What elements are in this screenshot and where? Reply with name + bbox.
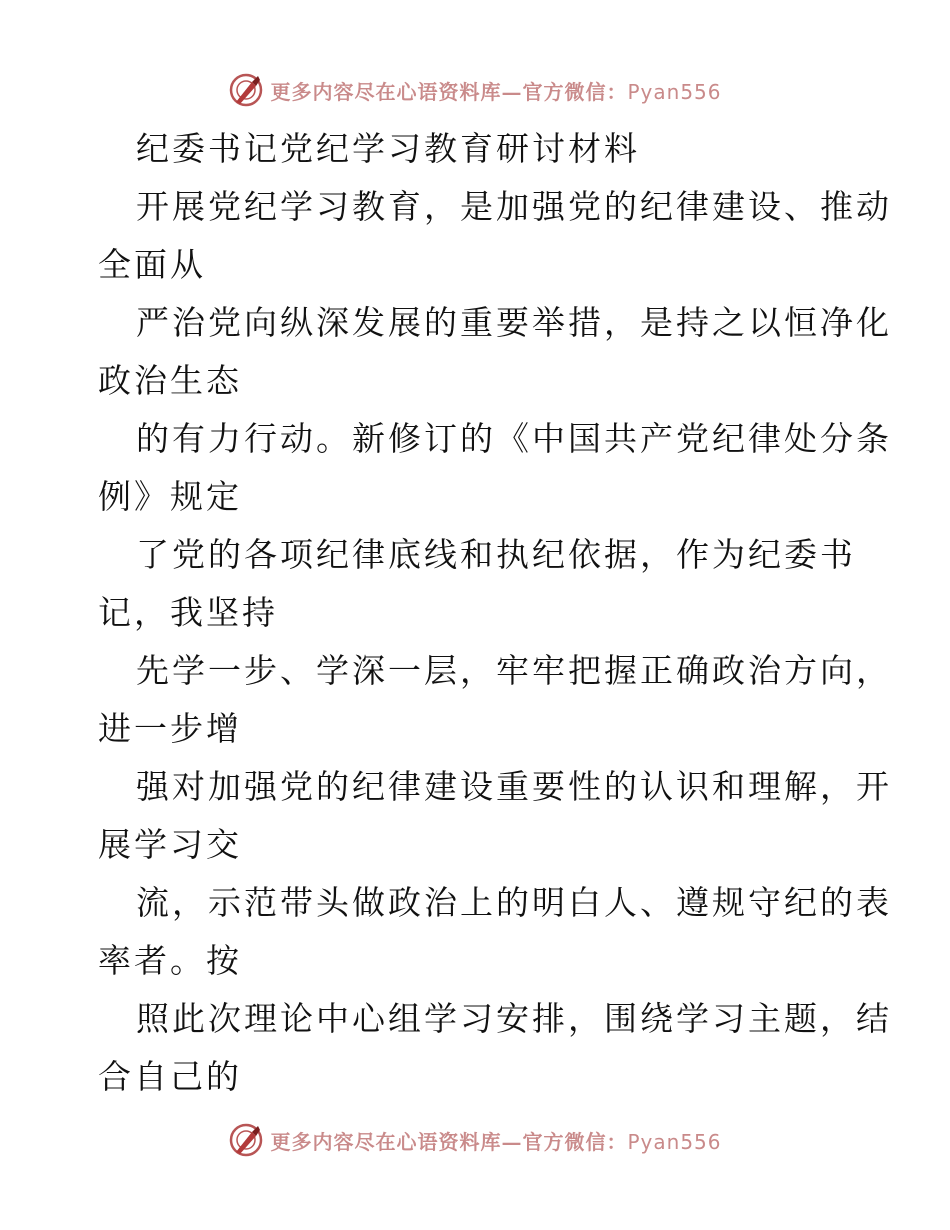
document-body: [98, 120, 892, 1106]
paragraph-line: 开展党纪学习教育，是加强党的纪律建设、推动 全面从: [98, 187, 892, 284]
watermark-text: 更多内容尽在心语资料库—官方微信：Pyan556: [270, 1129, 722, 1154]
footer-watermark: [0, 1120, 950, 1160]
pen-logo-icon: [228, 72, 264, 108]
document-title: 纪委书记党纪学习教育研讨材料: [136, 129, 640, 168]
paragraph-line: 的有力行动。新修订的《中国共产党纪律处分条 例》规定: [98, 419, 892, 516]
paragraph-line: 先学一步、学深一层，牢牢把握正确政治方向， 进一步增: [98, 651, 892, 748]
pen-logo-icon: [228, 1122, 264, 1158]
watermark-wechat-id: Pyan556: [627, 1129, 722, 1154]
watermark-text: 更多内容尽在心语资料库—官方微信：Pyan556: [270, 79, 722, 104]
paragraph-line: 严治党向纵深发展的重要举措，是持之以恒净化 政治生态: [98, 303, 892, 400]
header-watermark: [0, 70, 950, 110]
paragraph-line: 照此次理论中心组学习安排，围绕学习主题，结 合自己的: [98, 999, 892, 1096]
paragraph-line: 流，示范带头做政治上的明白人、遵规守纪的表 率者。按: [98, 883, 892, 980]
watermark-wechat-id: Pyan556: [627, 79, 722, 104]
paragraph-line: 了党的各项纪律底线和执纪依据，作为纪委书 记，我坚持: [98, 535, 856, 632]
paragraph-line: 强对加强党的纪律建设重要性的认识和理解，开 展学习交: [98, 767, 892, 864]
